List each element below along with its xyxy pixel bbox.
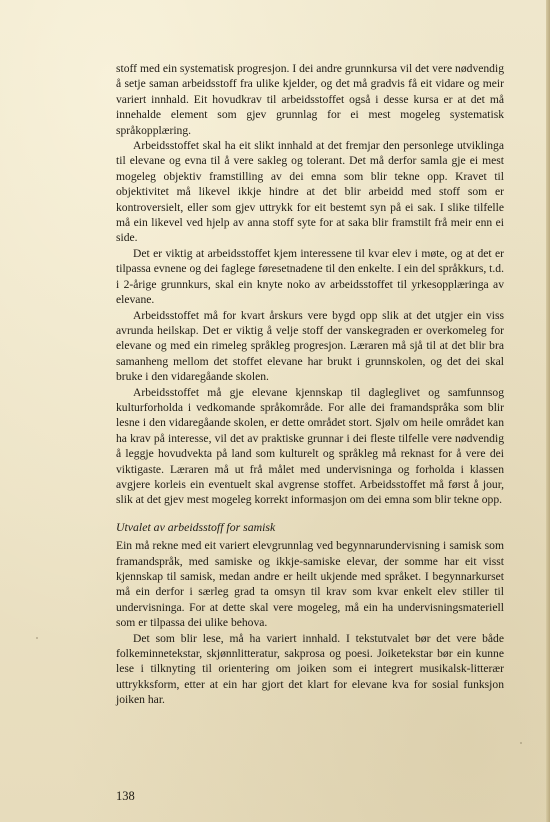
paragraph: stoff med ein systematisk progresjon. I dei andre grunnkursa vil det vere nødvendig å setje saman arbeidsstoff fra ulike kjelder, og det må gradvis få eit vidare og meir variert innhald. Eit hovudkrav til arbeidsstoffet også i desse kursa er at det må innehalde element som gjev grunnlag for ei mest mogeleg systematisk språkopplæring. xyxy=(116,62,504,137)
paragraph: Arbeidsstoffet må for kvart årskurs vere bygd opp slik at det utgjer ein viss avrunda heilskap. Det er viktig å velje stoff der vanskegraden er overkomeleg for elevane og med ein rimeleg språkleg progresjon. Læraren må sjå til at det blir bra samanheng mellom det stoffet elevane har brukt i grunnskolen, og det dei skal bruke i den vidaregåande skolen. xyxy=(116,308,504,384)
paper-speck xyxy=(36,637,38,639)
page-number: 138 xyxy=(116,789,135,803)
paper-speck xyxy=(520,742,522,744)
paragraph: Det som blir lese, må ha variert innhald. I tekstutvalet bør det vere både folkeminnetekstar, skjønnlitteratur, sakprosa og poesi. Joiketekstar bør ein kunne lese i tilknyting til orientering om joiken som ei integrert musikalsk-litterær uttrykksform, etter at ein har gjort det klart for elevane kva for sosial funksjon joiken har. xyxy=(116,631,504,707)
paragraph: Ein må rekne med eit variert elevgrunnlag ved begynnarundervisning i samisk som framandspråk, med samiske og ikkje-samiske elevar, der somme har eit visst kjennskap til samisk, medan andre er heilt ukjende med språket. I begynnarkurset må ein derfor i særleg grad ta omsyn til krav som kvar enkelt elev stiller til undervisninga. For at dette skal vere mogeleg, må ein ha undervisningsmateriell som er tilpassa dei ulike behova. xyxy=(116,539,504,630)
paragraph: Arbeidsstoffet må gje elevane kjennskap til dagleglivet og samfunnsog kulturforholda i vedkomande språkområde. For alle dei framandspråka som blir lesne i den vidaregåande skolen, er dette området stort. Sjølv om heile området kan ha krav på interesse, vil det av praktiske grunnar i dei fleste tilfelle vere nødvendig å leggje hovudvekta på land som kulturelt og språkleg må reknast for å vere dei viktigaste. Læraren må ut frå målet med undervisninga og forholda i klassen avgjere korleis ein eventuelt skal avgrense stoffet. Arbeidsstoffet må først å jour, slik at det gjev mest mogeleg korrekt informasjon om dei emna som blir tekne opp. xyxy=(116,385,504,507)
paragraph: Arbeidsstoffet skal ha eit slikt innhald at det fremjar den personlege utviklinga til elevane og evna til å vere sakleg og tolerant. Det må derfor samla gje ei mest mogeleg objektiv framstilling av dei emna som blir tekne opp. Kravet til objektivitet må likevel ikkje hindre at det blir arbeidd med stoff som er kontroversielt, eller som gjev uttrykk for eit bestemt syn på ei sak. I slike tilfelle må ein likevel ved hjelp av anna stoff syte for at saka blir framstilt frå meir enn ei side. xyxy=(116,139,504,245)
paragraph: Det er viktig at arbeidsstoffet kjem interessene til kvar elev i møte, og at det er tilpassa evnene og dei faglege føresetnadene til den enkelte. I ein del språkkurs, t.d. i 2-årige grunnkurs, skal ein knyte noko av arbeidsstoffet til yrkesopplæringa av elevane. xyxy=(116,246,504,307)
section-heading: Utvalet av arbeidsstoff for samisk xyxy=(116,519,276,534)
page-edge xyxy=(546,0,550,822)
body-text xyxy=(116,61,504,708)
